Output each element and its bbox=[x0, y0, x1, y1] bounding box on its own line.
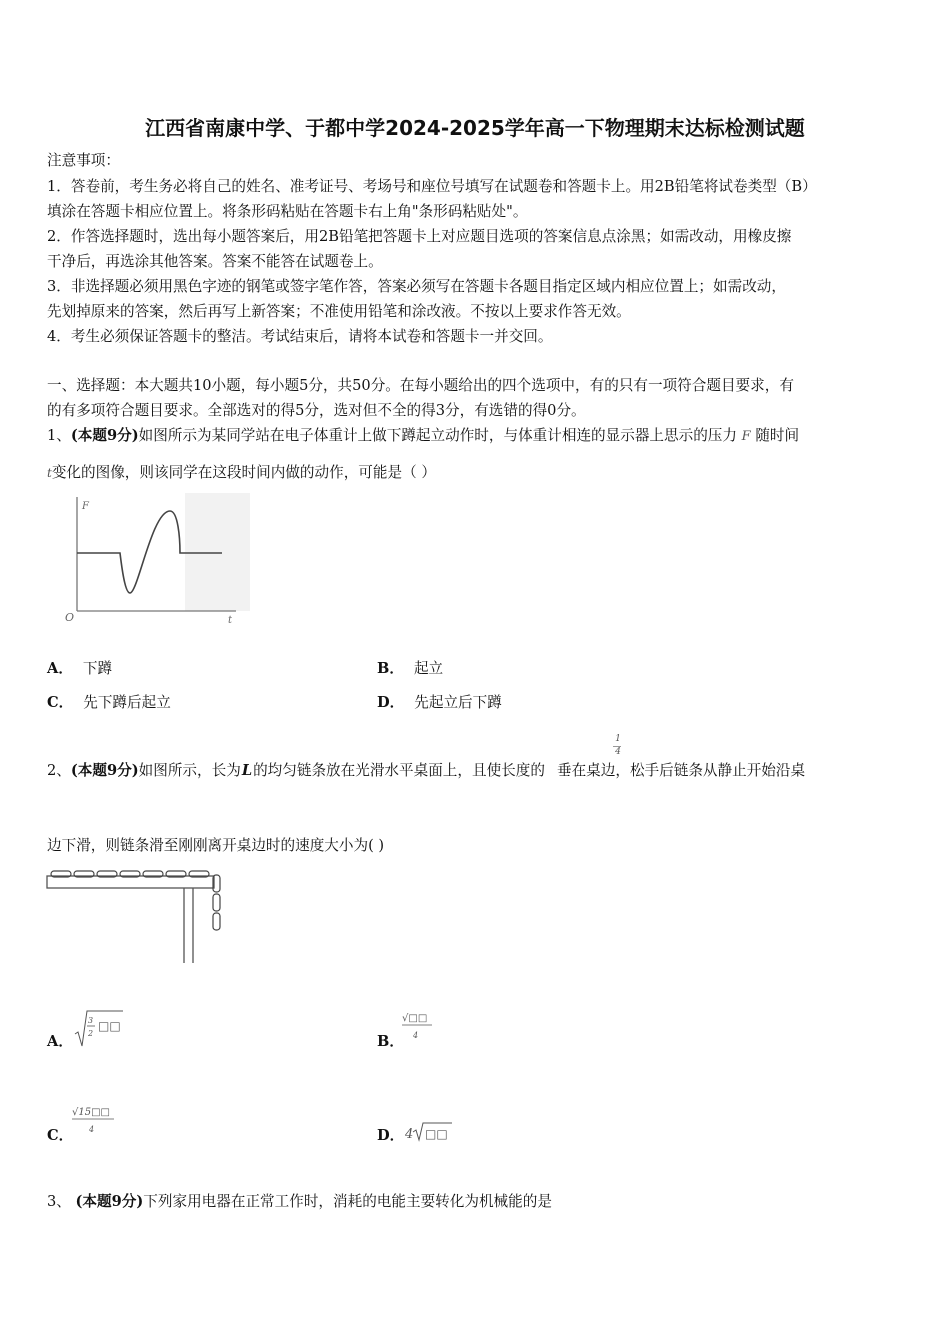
q1-points: (本题9分) bbox=[70, 427, 139, 444]
q3-text: 下列家用电器在正常工作时，消耗的电能主要转化为机械能的是 bbox=[143, 1193, 552, 1210]
q1-force-time-graph bbox=[60, 493, 250, 628]
q2-var-l: L bbox=[241, 762, 253, 779]
q1-text-b: 随时间 bbox=[755, 427, 800, 444]
scan-shading bbox=[185, 493, 250, 611]
q1-number: 1、 bbox=[47, 427, 71, 444]
q2-option-a-math bbox=[73, 1008, 125, 1048]
q2-fraction-numerator: 1 bbox=[615, 734, 621, 744]
q1-stem-line-1 bbox=[47, 427, 799, 446]
table-top bbox=[47, 876, 214, 888]
q2-option-b-math bbox=[400, 1008, 440, 1044]
q1-option-b-text: 起立 bbox=[413, 660, 444, 677]
q1-option-c[interactable] bbox=[47, 691, 171, 712]
q2-option-c-math bbox=[70, 1102, 120, 1138]
notice-line-4: 干净后，再选涂其他答案。答案不能答在试题卷上。 bbox=[47, 253, 383, 270]
q2-option-d-tail: □□ bbox=[425, 1127, 448, 1141]
q2-stem-line-2: 边下滑，则链条滑至刚刚离开桌边时的速度大小为( ) bbox=[47, 837, 385, 854]
q3-points: (本题9分) bbox=[75, 1193, 144, 1210]
q2-option-a-tail: □□ bbox=[98, 1019, 121, 1033]
q1-option-c-text: 先下蹲后起立 bbox=[83, 694, 171, 711]
q2-option-d-key: D． bbox=[377, 1127, 405, 1144]
q1-option-b[interactable] bbox=[377, 657, 443, 678]
q2-option-a-key: A． bbox=[47, 1033, 73, 1050]
origin-label: O bbox=[65, 611, 75, 624]
q2-option-a-den: 2 bbox=[88, 1029, 94, 1038]
q3-stem bbox=[47, 1193, 552, 1211]
q2-option-c-num: √15□□ bbox=[72, 1107, 110, 1118]
notice-heading: 注意事项： bbox=[47, 152, 120, 169]
q2-option-c-key: C． bbox=[47, 1127, 74, 1144]
q3-number: 3、 bbox=[47, 1193, 71, 1210]
q1-option-c-key: C． bbox=[47, 694, 74, 711]
notice-line-7: 4．考生必须保证答题卡的整洁。考试结束后，请将本试卷和答题卡一并交回。 bbox=[47, 328, 553, 345]
q2-option-b-key: B． bbox=[377, 1033, 404, 1050]
q2-stem-line-1 bbox=[47, 762, 805, 780]
q2-option-d-pre: 4 bbox=[405, 1127, 414, 1142]
q2-fraction-denominator: 4 bbox=[615, 747, 621, 757]
notice-line-5: 3．非选择题必须用黑色字迹的钢笔或签字笔作答，答案必须写在答题卡各题目指定区域内相应位置上；如需改动， bbox=[47, 278, 786, 295]
q2-points: (本题9分) bbox=[70, 762, 139, 779]
q2-option-c-den: 4 bbox=[89, 1125, 95, 1134]
q2-option-a-num: 3 bbox=[88, 1016, 94, 1025]
q2-chain-table-figure bbox=[44, 866, 229, 966]
q1-text-a: 如图所示为某同学站在电子体重计上做下蹲起立动作时，与体重计相连的显示器上思示的压力 bbox=[138, 427, 737, 444]
q2-option-d-math bbox=[404, 1118, 456, 1144]
q2-option-b-num: √□□ bbox=[402, 1013, 428, 1024]
q1-option-a-text: 下蹲 bbox=[82, 660, 113, 677]
section1-line-1: 一、选择题：本大题共10小题，每小题5分，共50分。在每小题给出的四个选项中，有的只有一项符合题目要求，有 bbox=[47, 377, 794, 394]
q1-option-d[interactable] bbox=[377, 691, 502, 712]
q2-option-b-den: 4 bbox=[413, 1031, 419, 1040]
q1-var-t: t bbox=[47, 466, 52, 480]
notice-line-3: 2．作答选择题时，选出每小题答案后，用2B铅笔把答题卡上对应题目选项的答案信息点涂黑；如需改动，用橡皮擦 bbox=[47, 228, 792, 245]
q1-option-a-key: A． bbox=[47, 660, 73, 677]
q2-number: 2、 bbox=[47, 762, 71, 779]
page-title: 江西省南康中学、于都中学2024-2025学年高一下物理期末达标检测试题 bbox=[145, 116, 805, 140]
x-axis-label: t bbox=[228, 615, 233, 626]
q2-text-b: 的均匀链条放在光滑水平桌面上，且使长度的 bbox=[253, 762, 545, 779]
notice-line-1: 1．答卷前，考生务必将自己的姓名、准考证号、考场号和座位号填写在试题卷和答题卡上。用2B铅笔将试卷类型（B） bbox=[47, 178, 817, 195]
q2-text-a: 如图所示，长为 bbox=[138, 762, 241, 779]
q1-option-a[interactable] bbox=[47, 657, 112, 678]
q1-stem-line-2 bbox=[47, 464, 436, 482]
notice-line-2: 填涂在答题卡相应位置上。将条形码粘贴在答题卡右上角"条形码粘贴处"。 bbox=[47, 203, 528, 220]
q1-var-f: F bbox=[741, 429, 751, 444]
q1-option-b-key: B． bbox=[377, 660, 404, 677]
q1-option-d-text: 先起立后下蹲 bbox=[414, 694, 502, 711]
q1-option-d-key: D． bbox=[377, 694, 405, 711]
q1-text-c: 变化的图像，则该同学在这段时间内做的动作，可能是（ ） bbox=[51, 464, 436, 481]
section1-line-2: 的有多项符合题目要求。全部选对的得5分，选对但不全的得3分，有选错的得0分。 bbox=[47, 402, 586, 419]
notice-line-6: 先划掉原来的答案，然后再写上新答案；不准使用铅笔和涂改液。不按以上要求作答无效。 bbox=[47, 303, 631, 320]
y-axis-label: F bbox=[82, 501, 89, 512]
q2-text-c: 垂在桌边，松手后链条从静止开始沿桌 bbox=[556, 762, 806, 779]
